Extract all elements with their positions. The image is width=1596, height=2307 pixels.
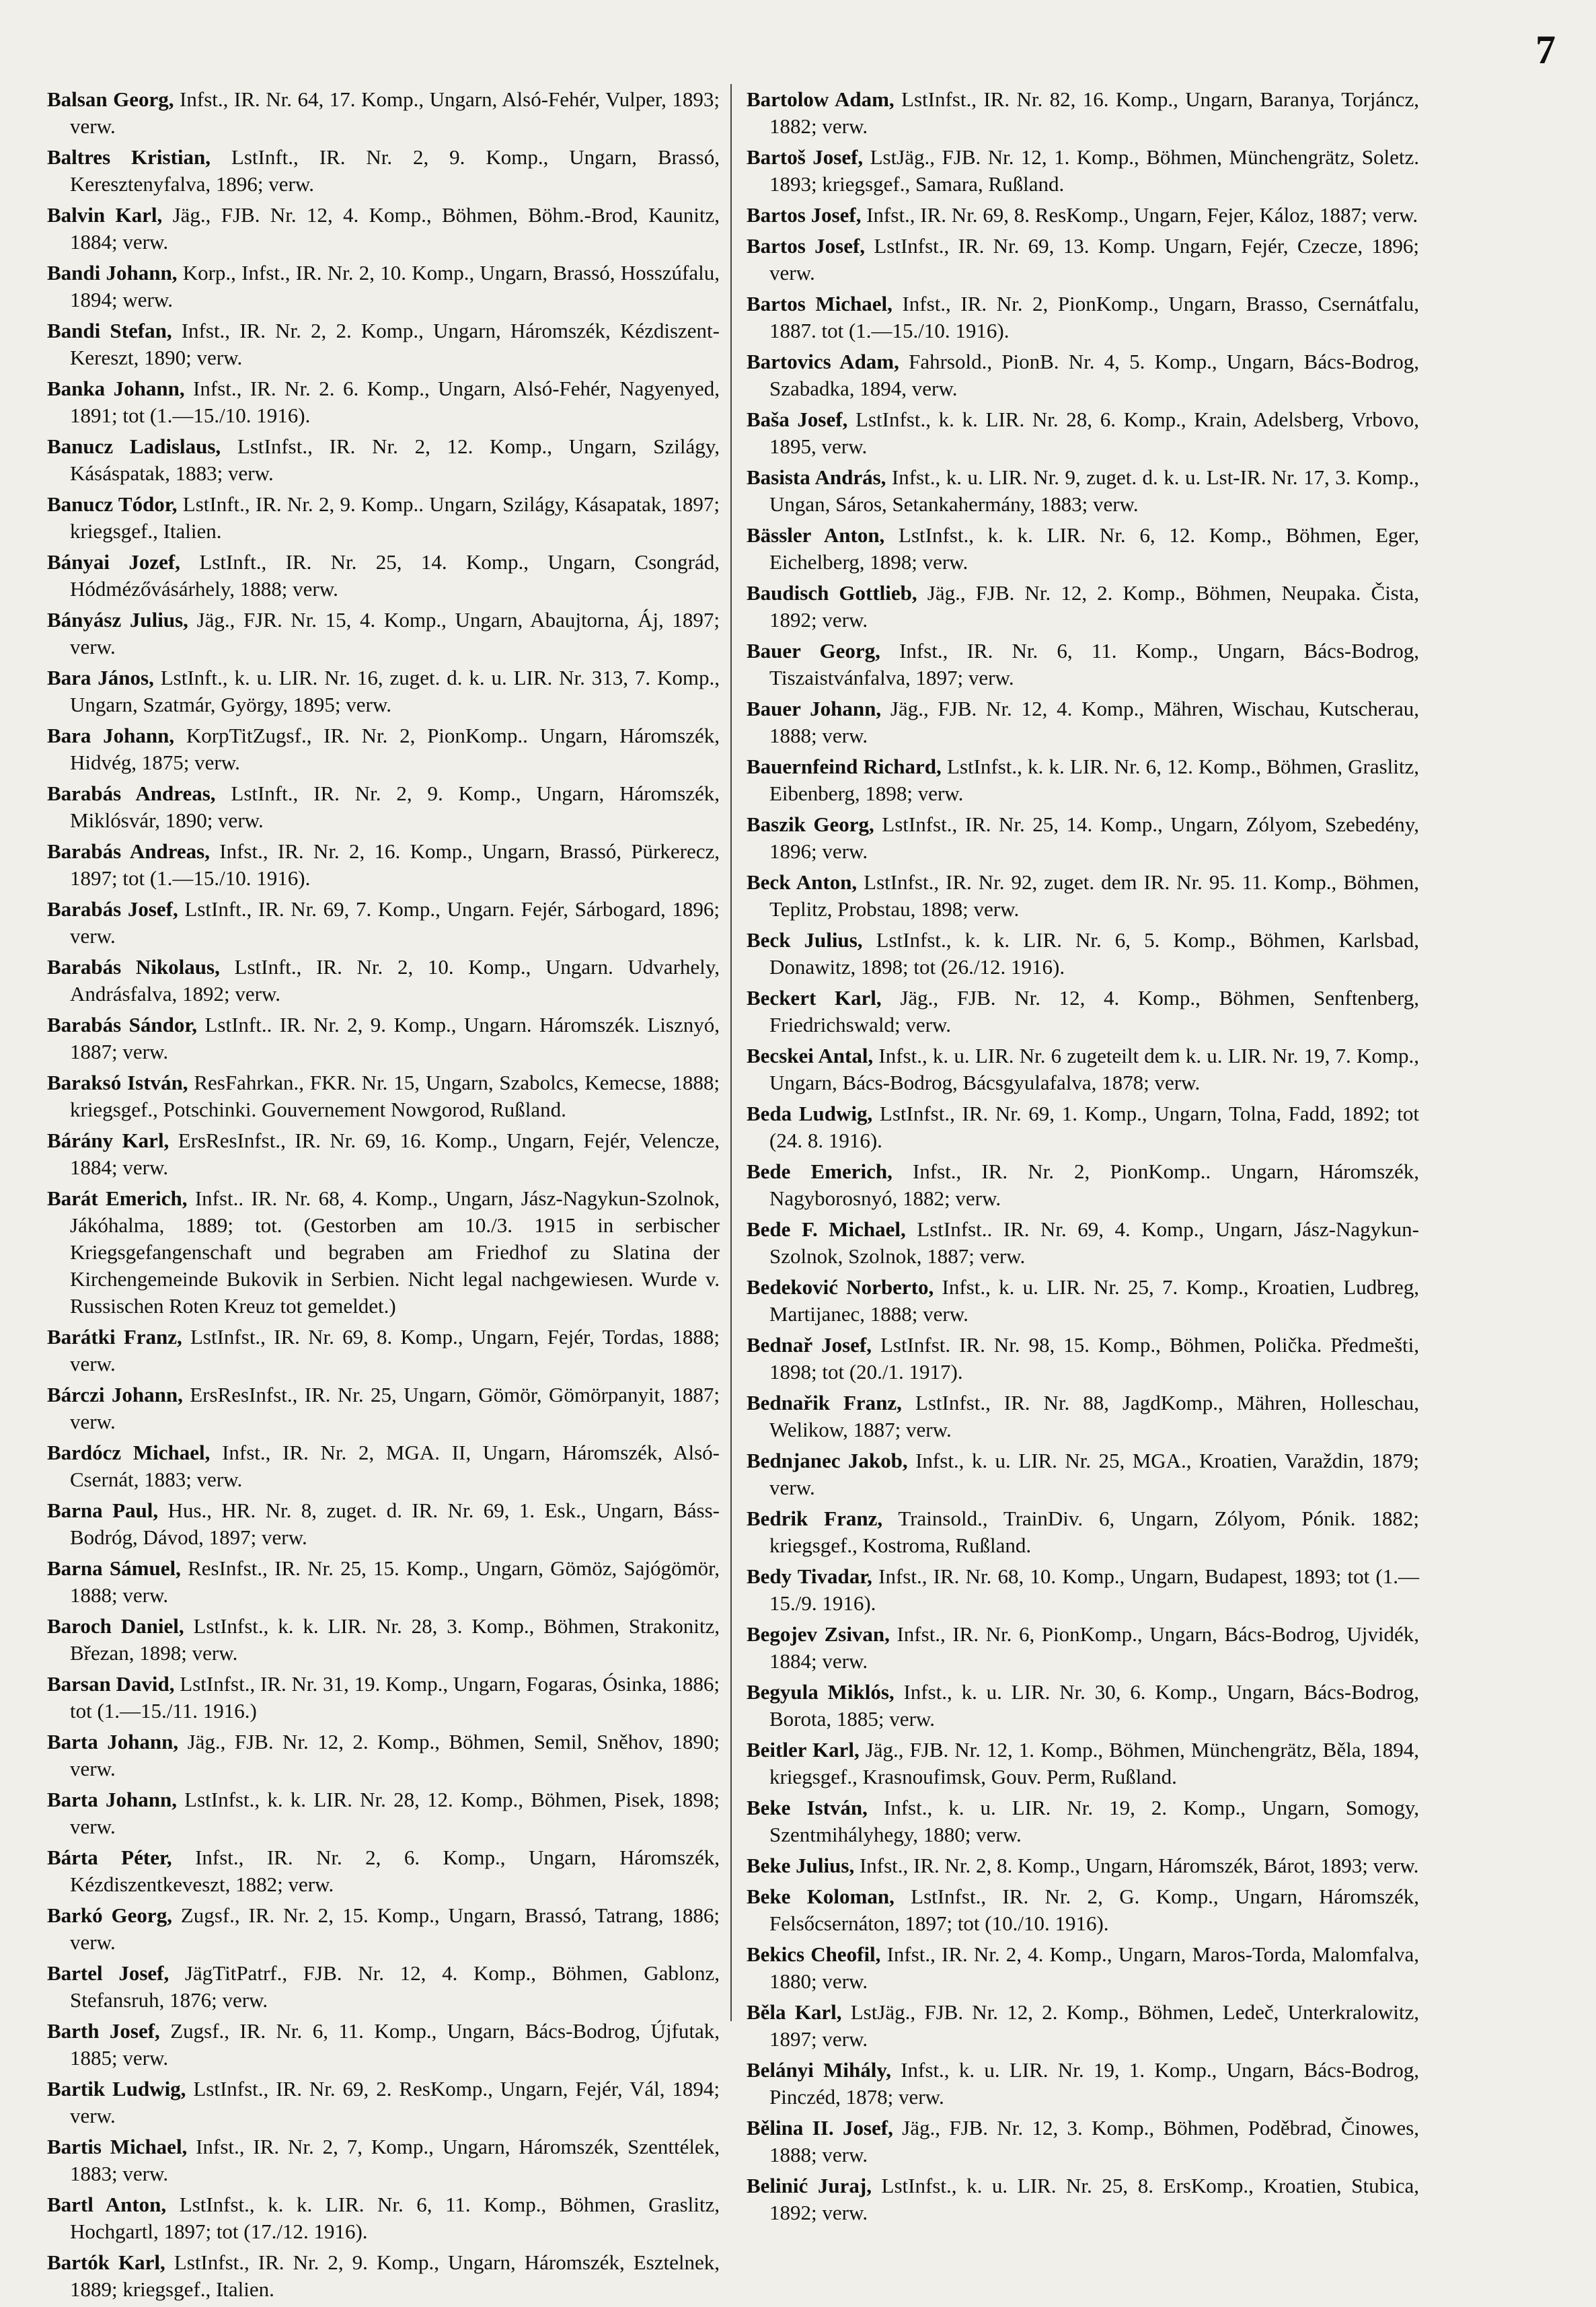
entry-text: LstInfst.. IR. Nr. 69, 4. Komp., Ungarn, Jász-Nagykun-Szolnok, Szolnok, 1887; verw. [769, 1217, 1419, 1268]
entry-name: Bede F. Michael, [747, 1217, 906, 1241]
entry-name: Barsan David, [47, 1672, 175, 1696]
entry-name: Becskei Antal, [747, 1044, 874, 1067]
entry-name: Basista András, [747, 465, 886, 489]
column-divider [730, 84, 732, 2021]
list-item [747, 2057, 1419, 2111]
entry-text: LstInfst., k. k. LIR. Nr. 6, 12. Komp., Böhmen, Eger, Eichelberg, 1898; verw. [769, 523, 1419, 574]
entry-text: Jäg., FJB. Nr. 12, 4. Komp., Böhmen, Böhm.-Brod, Kaunitz, 1884; verw. [70, 203, 720, 254]
entry-name: Barna Paul, [47, 1499, 159, 1522]
entry-text: Infst., IR. Nr. 2, 6. Komp., Ungarn, Háromszék, Kézdiszentkeveszt, 1882; verw. [70, 1846, 720, 1896]
entry-text: Jäg., FJB. Nr. 12, 2. Komp., Böhmen, Neupaka. Čista, 1892; verw. [769, 581, 1419, 632]
entry-name: Belányi Mihály, [747, 2058, 891, 2082]
entry-text: Infst., IR. Nr. 2, PionKomp., Ungarn, Brasso, Csernátfalu, 1887. tot (1.—15./10. 1916). [769, 292, 1419, 342]
list-item [47, 780, 720, 834]
entry-name: Beke István, [747, 1796, 868, 1819]
entry-text: Infst., k. u. LIR. Nr. 19, 2. Komp., Ungarn, Somogy, Szentmihályhegy, 1880; verw. [769, 1796, 1419, 1846]
entry-name: Bandi Johann, [47, 261, 178, 285]
list-item [747, 2172, 1419, 2226]
list-item [747, 1737, 1419, 1790]
entry-text: Infst., IR. Nr. 2, 4. Komp., Ungarn, Maros-Torda, Malomfalva, 1880; verw. [769, 1942, 1419, 1993]
entry-text: LstInft., IR. Nr. 69, 7. Komp., Ungarn. Fejér, Sárbogard, 1896; verw. [70, 897, 720, 948]
entry-text: LstInft.. IR. Nr. 2, 9. Komp., Ungarn. Háromszék. Lisznyó, 1887; verw. [70, 1013, 720, 1063]
entry-text: Infst., IR. Nr. 68, 10. Komp., Ungarn, Budapest, 1893; tot (1.—15./9. 1916). [769, 1564, 1419, 1615]
list-item [747, 1390, 1419, 1443]
entry-text: LstInfst., k. k. LIR. Nr. 6, 5. Komp., Böhmen, Karlsbad, Donawitz, 1898; tot (26./12. 1916). [769, 928, 1419, 979]
list-item [747, 1100, 1419, 1154]
entry-name: Bauernfeind Richard, [747, 755, 942, 778]
entry-name: Barabás Nikolaus, [47, 955, 220, 979]
list-item [747, 753, 1419, 807]
entry-name: Beckert Karl, [747, 986, 882, 1010]
list-item [747, 291, 1419, 344]
entry-name: Běla Karl, [747, 2000, 842, 2024]
entry-name: Baraksó István, [47, 1071, 188, 1094]
entry-name: Barabás Josef, [47, 897, 178, 921]
list-item [47, 375, 720, 429]
list-item [747, 638, 1419, 691]
entry-name: Bartolow Adam, [747, 87, 895, 111]
list-item [47, 954, 720, 1008]
entry-text: Zugsf., IR. Nr. 6, 11. Komp., Ungarn, Bács-Bodrog, Újfutak, 1885; verw. [70, 2019, 720, 2070]
entry-name: Bässler Anton, [747, 523, 885, 547]
entry-text: Jäg., FJB. Nr. 12, 1. Komp., Böhmen, Münchengrätz, Běla, 1894, kriegsgef., Krasnoufimsk, Gouv. Perm, Rußland. [769, 1738, 1420, 1788]
entry-name: Bednař Josef, [747, 1333, 872, 1357]
entry-name: Banucz Ladislaus, [47, 434, 221, 458]
list-item [47, 896, 720, 950]
entry-text: Trainsold., TrainDiv. 6, Ungarn, Zólyom, Pónik. 1882; kriegsgef., Kostroma, Rußland. [769, 1507, 1419, 1557]
entry-text: LstInfst., IR. Nr. 88, JagdKomp., Mähren, Holleschau, Welikow, 1887; verw. [769, 1391, 1419, 1441]
entry-name: Bekics Cheofil, [747, 1942, 881, 1966]
entry-name: Baltres Kristian, [47, 145, 211, 169]
entry-name: Bartl Anton, [47, 2193, 167, 2216]
entry-text: Infst., k. u. LIR. Nr. 9, zuget. d. k. u. Lst-IR. Nr. 17, 3. Komp., Ungan, Sáros, Setankahermány, 1883; verw. [769, 465, 1419, 516]
entry-name: Beck Anton, [747, 870, 858, 894]
list-item [47, 317, 720, 371]
list-item [47, 202, 720, 256]
list-item [747, 1852, 1419, 1879]
list-item [747, 1158, 1419, 1212]
list-item [747, 1505, 1419, 1559]
entry-text: Jäg., FJB. Nr. 12, 4. Komp., Mähren, Wischau, Kutscherau, 1888; verw. [769, 697, 1419, 747]
list-item [747, 1447, 1419, 1501]
list-item [47, 1671, 720, 1725]
entry-text: LstInfst., IR. Nr. 92, zuget. dem IR. Nr. 95. 11. Komp., Böhmen, Teplitz, Probstau, 1898; verw. [769, 870, 1419, 921]
entry-text: LstInft., IR. Nr. 25, 14. Komp., Ungarn, Csongrád, Hódmézővásárhely, 1888; verw. [70, 550, 720, 601]
entry-text: JägTitPatrf., FJB. Nr. 12, 4. Komp., Böhmen, Gablonz, Stefansruh, 1876; verw. [70, 1961, 720, 2012]
entry-name: Bara János, [47, 666, 154, 689]
list-item [747, 1999, 1419, 2053]
entry-name: Bardócz Michael, [47, 1441, 211, 1464]
list-item [747, 202, 1419, 229]
list-item [47, 86, 720, 140]
entry-name: Begyula Miklós, [747, 1680, 895, 1704]
entry-name: Baszik Georg, [747, 812, 874, 836]
entry-text: Fahrsold., PionB. Nr. 4, 5. Komp., Ungarn, Bács-Bodrog, Szabadka, 1894, verw. [769, 350, 1420, 400]
entry-text: ErsResInfst., IR. Nr. 25, Ungarn, Gömör, Gömörpanyit, 1887; verw. [70, 1383, 720, 1433]
left-column [47, 86, 720, 2307]
entry-name: Barkó Georg, [47, 1903, 172, 1927]
list-item [47, 433, 720, 487]
entry-name: Barabás Andreas, [47, 839, 210, 863]
entry-text: Infst., IR. Nr. 69, 8. ResKomp., Ungarn, Fejer, Káloz, 1887; verw. [861, 203, 1418, 227]
list-item [747, 233, 1419, 287]
entry-text: LstInfst., k. k. LIR. Nr. 28, 6. Komp., Krain, Adelsberg, Vrbovo, 1895, verw. [769, 408, 1419, 458]
list-item [47, 1844, 720, 1898]
entry-text: Zugsf., IR. Nr. 2, 15. Komp., Ungarn, Brassó, Tatrang, 1886; verw. [70, 1903, 720, 1954]
entry-name: Barabás Andreas, [47, 782, 216, 805]
entry-name: Bartovics Adam, [747, 350, 899, 373]
list-item [747, 1563, 1419, 1617]
entry-text: LstInft., IR. Nr. 2, 9. Komp., Ungarn, Háromszék, Miklósvár, 1890; verw. [70, 782, 720, 832]
entry-name: Bartoš Josef, [747, 145, 864, 169]
list-item [47, 1382, 720, 1435]
list-item [747, 464, 1419, 518]
list-item [47, 838, 720, 892]
entry-name: Bandi Stefan, [47, 319, 172, 342]
list-item [47, 1902, 720, 1956]
entry-text: LstInfst., IR. Nr. 25, 14. Komp., Ungarn, Zólyom, Szebedény, 1896; verw. [769, 812, 1419, 863]
list-item [747, 1794, 1419, 1848]
entry-name: Barta Johann, [47, 1730, 179, 1753]
list-item [47, 1439, 720, 1493]
list-item [747, 869, 1419, 923]
entry-text: Infst., k. u. LIR. Nr. 30, 6. Komp., Ungarn, Bács-Bodrog, Borota, 1885; verw. [769, 1680, 1419, 1731]
entry-text: ResInfst., IR. Nr. 25, 15. Komp., Ungarn, Gömöz, Sajógömör, 1888; verw. [70, 1556, 720, 1607]
entry-text: LstInfst., IR. Nr. 69, 1. Komp., Ungarn, Tolna, Fadd, 1892; tot (24. 8. 1916). [769, 1102, 1420, 1152]
list-item [747, 1274, 1419, 1328]
entry-name: Bedrik Franz, [747, 1507, 883, 1530]
entry-text: Jäg., FJB. Nr. 12, 3. Komp., Böhmen, Poděbrad, Činowes, 1888; verw. [769, 2116, 1419, 2166]
list-item [747, 86, 1419, 140]
list-item [47, 1497, 720, 1551]
list-item [747, 985, 1419, 1038]
entry-text: LstInfst., k. k. LIR. Nr. 28, 3. Komp., Böhmen, Strakonitz, Březan, 1898; verw. [70, 1614, 720, 1665]
entry-name: Bartos Michael, [747, 292, 892, 315]
entry-name: Baša Josef, [747, 408, 848, 431]
entry-text: LstInfst., k. u. LIR. Nr. 25, 8. ErsKomp., Kroatien, Stubica, 1892; verw. [769, 2174, 1419, 2224]
entry-name: Barát Emerich, [47, 1186, 188, 1210]
entry-text: Infst., IR. Nr. 64, 17. Komp., Ungarn, Alsó-Fehér, Vulper, 1893; verw. [70, 87, 720, 138]
entry-text: LstInfst., k. k. LIR. Nr. 6, 12. Komp., Böhmen, Graslitz, Eibenberg, 1898; verw. [769, 755, 1419, 805]
entry-name: Bednařik Franz, [747, 1391, 902, 1414]
entry-name: Barth Josef, [47, 2019, 160, 2043]
entry-text: LstInfst., IR. Nr. 69, 13. Komp. Ungarn, Fejér, Czecze, 1896; verw. [769, 234, 1419, 285]
entry-name: Bányai Jozef, [47, 550, 180, 574]
entry-name: Bárta Péter, [47, 1846, 172, 1869]
entry-text: LstJäg., FJB. Nr. 12, 2. Komp., Böhmen, Ledeč, Unterkralowitz, 1897; verw. [769, 2000, 1419, 2051]
entry-text: ResFahrkan., FKR. Nr. 15, Ungarn, Szabolcs, Kemecse, 1888; kriegsgef., Potschinki. Gouvernement Nowgorod, Rußland. [70, 1071, 720, 1121]
entry-name: Banucz Tódor, [47, 492, 178, 516]
entry-name: Bartos Josef, [747, 203, 862, 227]
list-item [47, 1127, 720, 1181]
entry-name: Bělina II. Josef, [747, 2116, 893, 2140]
list-item [47, 1613, 720, 1667]
entry-text: Infst., k. u. LIR. Nr. 25, 7. Komp., Kroatien, Ludbreg, Martijanec, 1888; verw. [769, 1275, 1419, 1326]
entry-text: Infst., k. u. LIR. Nr. 6 zugeteilt dem k. u. LIR. Nr. 19, 7. Komp., Ungarn, Bács-Bodrog, Bácsgyulafalva, 1878; verw. [769, 1044, 1420, 1094]
entry-text: Infst., IR. Nr. 2, 2. Komp., Ungarn, Háromszék, Kézdiszent-Kereszt, 1890; verw. [70, 319, 720, 369]
list-item [747, 348, 1419, 402]
entry-text: LstJäg., FJB. Nr. 12, 1. Komp., Böhmen, Münchengrätz, Soletz. 1893; kriegsgef., Samara, Rußland. [769, 145, 1419, 196]
entry-name: Beke Julius, [747, 1854, 855, 1877]
entry-text: LstInfst., k. k. LIR. Nr. 6, 11. Komp., Böhmen, Graslitz, Hochgartl, 1897; tot (17./12. 1916). [70, 2193, 720, 2243]
list-item [747, 2115, 1419, 2168]
list-item [47, 260, 720, 313]
entry-name: Bedy Tivadar, [747, 1564, 872, 1588]
entry-name: Bartel Josef, [47, 1961, 169, 1985]
entry-text: Infst., IR. Nr. 2, 8. Komp., Ungarn, Háromszék, Bárot, 1893; verw. [854, 1854, 1419, 1877]
list-item [47, 1185, 720, 1320]
entry-text: LstInfst., IR. Nr. 69, 8. Komp., Ungarn, Fejér, Tordas, 1888; verw. [70, 1325, 720, 1375]
list-item [47, 2076, 720, 2129]
entry-name: Beck Julius, [747, 928, 863, 952]
entry-name: Balvin Karl, [47, 203, 163, 227]
entry-name: Beke Koloman, [747, 1885, 895, 1908]
list-item [747, 522, 1419, 576]
list-item [747, 406, 1419, 460]
entry-name: Barna Sámuel, [47, 1556, 181, 1580]
list-item [747, 1941, 1419, 1995]
list-item [747, 695, 1419, 749]
entry-text: Hus., HR. Nr. 8, zuget. d. IR. Nr. 69, 1. Esk., Ungarn, Báss-Bodróg, Dávod, 1897; verw. [70, 1499, 720, 1549]
entry-name: Bede Emerich, [747, 1160, 892, 1183]
entry-text: Korp., Infst., IR. Nr. 2, 10. Komp., Ungarn, Brassó, Hosszúfalu, 1894; werw. [70, 261, 720, 311]
entry-text: Infst., k. u. LIR. Nr. 25, MGA., Kroatien, Varaždin, 1879; verw. [769, 1449, 1419, 1499]
entry-text: LstInfst., IR. Nr. 69, 2. ResKomp., Ungarn, Fejér, Vál, 1894; verw. [70, 2077, 720, 2127]
entry-text: LstInft., IR. Nr. 2, 10. Komp., Ungarn. Udvarhely, Andrásfalva, 1892; verw. [70, 955, 720, 1006]
entry-text: Infst., IR. Nr. 2. 6. Komp., Ungarn, Alsó-Fehér, Nagyenyed, 1891; tot (1.—15./10. 1916). [70, 377, 720, 427]
entry-name: Barta Johann, [47, 1788, 177, 1811]
entry-name: Barátki Franz, [47, 1325, 182, 1349]
entry-text: ErsResInfst., IR. Nr. 69, 16. Komp., Ungarn, Fejér, Velencze, 1884; verw. [70, 1129, 720, 1179]
entry-text: LstInfst., IR. Nr. 2, G. Komp., Ungarn, Háromszék, Felsőcsernáton, 1897; tot (10./10. 1916). [769, 1885, 1419, 1935]
entry-name: Bárczi Johann, [47, 1383, 183, 1406]
entry-text: KorpTitZugsf., IR. Nr. 2, PionKomp.. Ungarn, Háromszék, Hidvég, 1875; verw. [70, 724, 720, 774]
entry-text: LstInfst. IR. Nr. 98, 15. Komp., Böhmen, Polička. Předmešti, 1898; tot (20./1. 1917). [769, 1333, 1419, 1384]
right-column [747, 86, 1419, 2230]
entry-name: Bartik Ludwig, [47, 2077, 186, 2101]
list-item [47, 144, 720, 198]
entry-name: Beitler Karl, [747, 1738, 860, 1762]
list-item [747, 1621, 1419, 1675]
entry-text: LstInft., IR. Nr. 2, 9. Komp., Ungarn, Brassó, Keresztenyfalva, 1896; verw. [70, 145, 720, 196]
entry-text: Jäg., FJB. Nr. 12, 2. Komp., Böhmen, Semil, Sněhov, 1890; verw. [70, 1730, 720, 1780]
entry-name: Begojev Zsivan, [747, 1622, 890, 1646]
entry-text: LstInfst., IR. Nr. 31, 19. Komp., Ungarn, Fogaras, Ósinka, 1886; tot (1.—15./11. 1916.) [70, 1672, 720, 1723]
entry-name: Bartos Josef, [747, 234, 866, 258]
entry-name: Bauer Georg, [747, 639, 880, 663]
entry-name: Bauer Johann, [747, 697, 882, 720]
entry-name: Bednjanec Jakob, [747, 1449, 908, 1472]
entry-name: Bedeković Norberto, [747, 1275, 934, 1299]
list-item [747, 1332, 1419, 1386]
list-item [47, 1555, 720, 1609]
list-item [47, 1729, 720, 1782]
list-item [747, 1679, 1419, 1733]
list-item [747, 1883, 1419, 1937]
list-item [47, 1012, 720, 1065]
list-item [47, 1786, 720, 1840]
entry-name: Baroch Daniel, [47, 1614, 184, 1638]
entry-name: Bartók Karl, [47, 2251, 165, 2274]
list-item [47, 665, 720, 718]
list-item [747, 1216, 1419, 1270]
entry-text: Infst.. IR. Nr. 68, 4. Komp., Ungarn, Jász-Nagykun-Szolnok, Jákóhalma, 1889; tot. (Gestorben am 10./3. 1915 in serbischer Kriegsgefangenschaft und begraben am Friedhof zu Slatina der Kirchengemeinde Bukovik in Serbien. Nicht legal nachgewiesen. Wurde v. Russischen Roten Kreuz tot gemeldet.) [70, 1186, 720, 1318]
entry-name: Bárány Karl, [47, 1129, 169, 1152]
entry-text: Infst., IR. Nr. 2, 7, Komp., Ungarn, Háromszék, Szenttélek, 1883; verw. [70, 2135, 720, 2185]
entry-text: LstInfst., IR. Nr. 2, 12. Komp., Ungarn, Szilágy, Kásáspatak, 1883; verw. [70, 434, 720, 485]
page-number: 7 [1535, 28, 1556, 72]
entry-text: LstInft., k. u. LIR. Nr. 16, zuget. d. k. u. LIR. Nr. 313, 7. Komp., Ungarn, Szatmár, György, 1895; verw. [70, 666, 720, 716]
list-item [47, 2191, 720, 2245]
entry-text: Infst., IR. Nr. 2, PionKomp.. Ungarn, Háromszék, Nagyborosnyó, 1882; verw. [769, 1160, 1420, 1210]
list-item [747, 580, 1419, 634]
list-item [747, 144, 1419, 198]
list-item [747, 811, 1419, 865]
entry-text: LstInfst., k. k. LIR. Nr. 28, 12. Komp., Böhmen, Pisek, 1898; verw. [70, 1788, 720, 1838]
entry-text: Jäg., FJR. Nr. 15, 4. Komp., Ungarn, Abaujtorna, Áj, 1897; verw. [70, 608, 720, 658]
entry-text: Infst., k. u. LIR. Nr. 19, 1. Komp., Ungarn, Bács-Bodrog, Pinczéd, 1878; verw. [769, 2058, 1420, 2109]
entry-text: Infst., IR. Nr. 2, MGA. II, Ungarn, Háromszék, Alsó-Csernát, 1883; verw. [70, 1441, 720, 1491]
list-item [747, 1043, 1419, 1096]
list-item [47, 607, 720, 660]
list-item [47, 1960, 720, 2014]
entry-text: Infst., IR. Nr. 6, PionKomp., Ungarn, Bács-Bodrog, Ujvidék, 1884; verw. [769, 1622, 1419, 1673]
list-item [47, 1324, 720, 1377]
entry-text: Jäg., FJB. Nr. 12, 4. Komp., Böhmen, Senftenberg, Friedrichswald; verw. [769, 986, 1419, 1036]
list-item [47, 2018, 720, 2072]
entry-name: Bányász Julius, [47, 608, 188, 632]
entry-name: Beda Ludwig, [747, 1102, 873, 1125]
entry-name: Barabás Sándor, [47, 1013, 198, 1036]
entry-name: Bartis Michael, [47, 2135, 188, 2158]
entry-text: Infst., IR. Nr. 6, 11. Komp., Ungarn, Bács-Bodrog, Tiszaistvánfalva, 1897; verw. [769, 639, 1419, 689]
list-item [47, 2249, 720, 2303]
entry-text: LstInft., IR. Nr. 2, 9. Komp.. Ungarn, Szilágy, Kásapatak, 1897; kriegsgef., Italien. [70, 492, 720, 543]
entry-text: Infst., IR. Nr. 2, 16. Komp., Ungarn, Brassó, Pürkerecz, 1897; tot (1.—15./10. 1916). [70, 839, 720, 890]
entry-name: Belinić Juraj, [747, 2174, 872, 2197]
entry-name: Banka Johann, [47, 377, 185, 400]
list-item [47, 722, 720, 776]
list-item [47, 549, 720, 603]
entry-text: LstInfst., IR. Nr. 82, 16. Komp., Ungarn, Baranya, Torjáncz, 1882; verw. [769, 87, 1420, 138]
entry-name: Bara Johann, [47, 724, 175, 747]
list-item [47, 1069, 720, 1123]
list-item [47, 2133, 720, 2187]
entry-name: Balsan Georg, [47, 87, 174, 111]
list-item [47, 491, 720, 545]
list-item [747, 927, 1419, 981]
entry-name: Baudisch Gottlieb, [747, 581, 917, 605]
entry-text: LstInfst., IR. Nr. 2, 9. Komp., Ungarn, Háromszék, Esztelnek, 1889; kriegsgef., Italien. [70, 2251, 720, 2301]
